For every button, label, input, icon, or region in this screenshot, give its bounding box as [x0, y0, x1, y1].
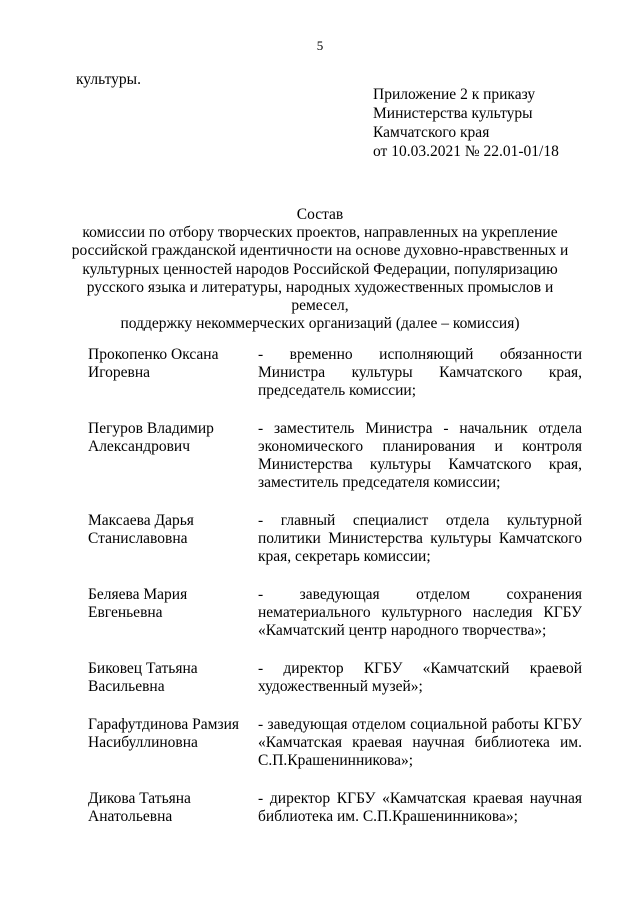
member-role: - временно исполняющий обязанности Министра культуры Камчатского края, председатель комиссии; [258, 346, 582, 399]
member-name [88, 586, 258, 640]
title-line: поддержку некоммерческих организаций (далее – комиссия) [120, 315, 520, 333]
member-role: - директор КГБУ «Камчатский краевой художественный музей»; [258, 660, 582, 695]
appendix-line: Камчатского края [373, 124, 490, 141]
member-name [88, 790, 258, 826]
title-line: культурных ценностей народов Российской Федерации, популяризацию [82, 260, 558, 278]
member-role: - заведующая отделом социальной работы КГБУ «Камчатская краевая научная библиотека им. С.П.Крашенинникова»; [258, 716, 582, 769]
member-row [88, 346, 582, 400]
commission-members-list [88, 346, 582, 826]
member-surname-name: Биковец Татьяна [88, 660, 198, 677]
member-row [88, 512, 582, 566]
title-line: комиссии по отбору творческих проектов, направленных на укрепление [82, 224, 558, 242]
title-heading: Состав [296, 206, 344, 223]
member-patronymic: Игоревна [88, 364, 151, 381]
member-surname-name: Прокопенко Оксана [88, 346, 219, 363]
member-row [88, 716, 582, 770]
member-surname-name: Беляева Мария [88, 586, 188, 603]
member-name [88, 420, 258, 492]
member-surname-name: Пегуров Владимир [88, 420, 214, 437]
member-role: - главный специалист отдела культурной политики Министерства культуры Камчатского края, секретарь комиссии; [258, 512, 582, 565]
title-line: российской гражданской идентичности на основе духовно-нравственных и [71, 242, 569, 260]
member-patronymic: Евгеньевна [88, 604, 163, 621]
member-surname-name: Дикова Татьяна [88, 790, 191, 807]
appendix-block [373, 85, 559, 161]
page-number: 5 [316, 38, 324, 53]
member-name [88, 660, 258, 696]
member-patronymic: Анатольевна [88, 808, 173, 825]
member-patronymic: Александрович [88, 438, 190, 455]
member-role: - заместитель Министра - начальник отдела экономического планирования и контроля Министерства культуры Камчатского края, заместитель председателя комиссии; [258, 420, 582, 491]
document-title [60, 206, 580, 333]
member-patronymic: Насибуллиновна [88, 734, 198, 751]
carry-over-text: культуры. [76, 71, 141, 88]
member-surname-name: Максаева Дарья [88, 512, 194, 529]
member-row [88, 420, 582, 492]
member-name [88, 512, 258, 566]
appendix-line: Приложение 2 к приказу [373, 86, 536, 103]
member-patronymic: Станиславовна [88, 530, 188, 547]
member-row [88, 790, 582, 826]
member-patronymic: Васильевна [88, 678, 165, 695]
member-name [88, 346, 258, 400]
appendix-line: от 10.03.2021 № 22.01-01/18 [373, 143, 559, 160]
member-surname-name: Гарафутдинова Рамзия [88, 716, 240, 733]
member-role: - заведующая отделом сохранения нематериального культурного наследия КГБУ «Камчатский центр народного творчества»; [258, 586, 582, 639]
member-row [88, 660, 582, 696]
member-row [88, 586, 582, 640]
title-line: русского языка и литературы, народных художественных промыслов и ремесел, [86, 278, 554, 315]
member-name [88, 716, 258, 770]
member-role: - директор КГБУ «Камчатская краевая научная библиотека им. С.П.Крашенинникова»; [258, 790, 582, 825]
appendix-line: Министерства культуры [373, 105, 533, 122]
